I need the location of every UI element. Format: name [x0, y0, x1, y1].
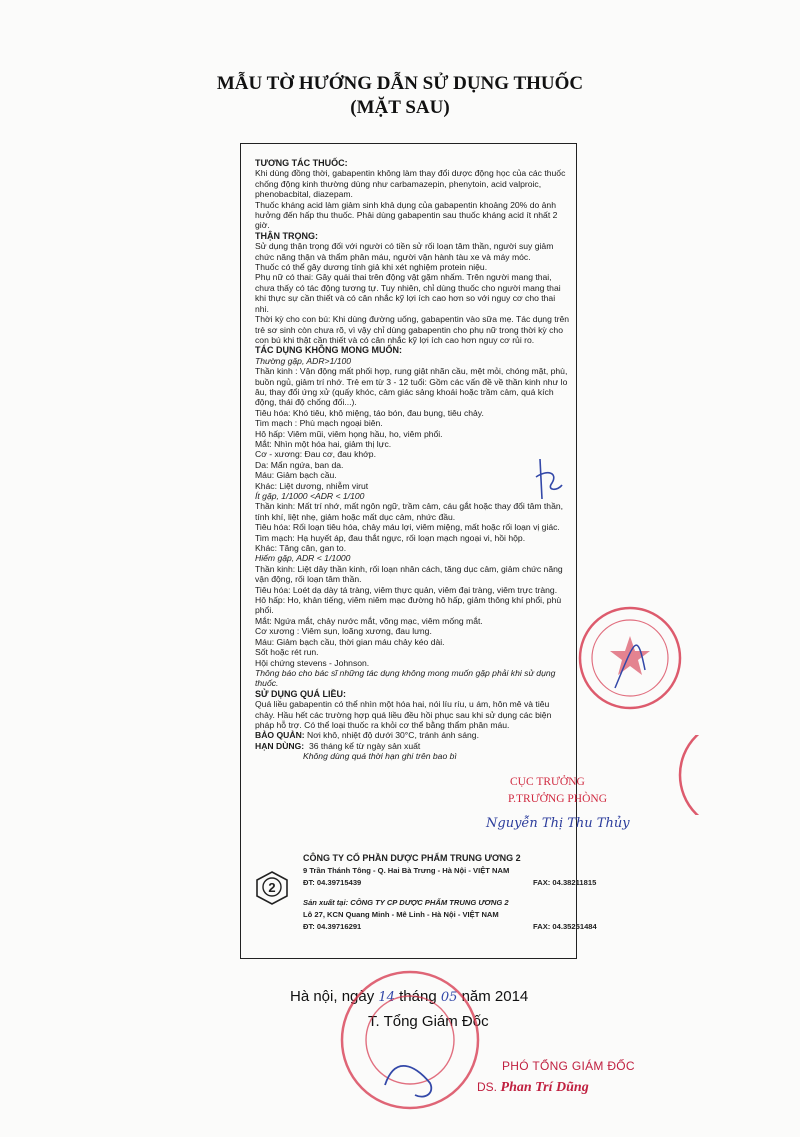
overdose-heading: SỬ DỤNG QUÁ LIỀU:	[255, 688, 346, 699]
company-name: CÔNG TY CỔ PHẦN DƯỢC PHẨM TRUNG ƯƠNG 2	[303, 853, 521, 863]
date-prefix: Hà nội, ngày	[290, 988, 375, 1005]
adr-item: Máu: Giảm bạch cầu, thời gian máu chảy kéo dài.	[255, 636, 445, 647]
company-seal	[335, 965, 485, 1115]
company-fax: FAX: 04.38211815	[533, 878, 597, 887]
adr-item: Thần kinh: Mất trí nhớ, mất ngôn ngữ, trầm cảm, cáu gắt hoặc thay đổi tâm thần, tính khí, liệt nhẹ, giảm hoặc mất dục cảm, nhức đầu.	[255, 501, 564, 522]
adr-item: Cơ - xương: Đau cơ, đau khớp.	[255, 449, 376, 460]
leaflet-panel	[240, 143, 597, 959]
factory-fax: FAX: 04.35251484	[533, 922, 597, 931]
adr-notify-note: Thông báo cho bác sĩ những tác dụng không mong muốn gặp phải khi sử dụng thuốc.	[255, 667, 556, 689]
deputy-director-name	[477, 1080, 589, 1096]
company-block	[253, 849, 597, 953]
director-title: T. Tổng Giám Đốc	[368, 1013, 489, 1030]
company-contact-row	[303, 878, 597, 889]
adr-item: Cơ xương : Viêm sụn, loãng xương, đau lưng.	[255, 626, 432, 637]
department-seal	[575, 600, 685, 720]
expiry-value: 36 tháng kể từ ngày sản xuất	[308, 740, 421, 751]
adr-item: Khác: Tăng cân, gan to.	[255, 543, 347, 554]
company-logo-icon	[255, 871, 289, 905]
department-signature: Nguyễn Thị Thu Thủy	[486, 816, 630, 831]
adr-item: Tim mạch: Hạ huyết áp, đau thắt ngực, rối loạn mạch ngoại vi, hồi hộp.	[255, 532, 526, 543]
interactions-heading: TƯƠNG TÁC THUỐC:	[255, 158, 348, 168]
adr-heading: TÁC DỤNG KHÔNG MONG MUỐN:	[255, 345, 402, 356]
date-day: 14	[378, 990, 395, 1005]
deputy-prefix: DS.	[477, 1080, 498, 1094]
storage-value: Nơi khô, nhiệt độ dưới 30°C, tránh ánh sáng.	[307, 730, 479, 741]
department-subtitle: P.TRƯỞNG PHÒNG	[508, 793, 608, 805]
interactions-paragraph: Khi dùng đồng thời, gabapentin không làm thay đổi dược động học của các thuốc chống động kinh thường dùng như carbamazepin, phenytoin, acid valproic, phenobacbital, diazepam.	[255, 168, 566, 200]
document-title: MẪU TỜ HƯỚNG DẪN SỬ DỤNG THUỐC	[216, 73, 584, 94]
caution-paragraph: Thuốc có thể gây dương tính giả khi xét nghiệm protein niệu.	[255, 262, 488, 273]
department-title: CỤC TRƯỞNG	[510, 776, 585, 788]
caution-paragraph: Phụ nữ có thai: Gây quái thai trên động vật gặm nhấm. Trên người mang thai, chưa thấy có tác động tương tự. Tuy nhiên, chỉ dùng thuốc cho người mang thai khi thực sự cần thiết và có cân nhắc kỹ lợi ích cao hơn so với nguy cơ cho thai nhi.	[255, 272, 561, 314]
adr-item: Tiêu hóa: Rối loạn tiêu hóa, chảy máu lợi, viêm miệng, mất hoặc rối loạn vị giác.	[255, 522, 560, 533]
expiry-note: Không dùng quá thời hạn ghi trên bao bì	[303, 751, 457, 762]
adr-item: Hô hấp: Ho, khản tiếng, viêm niêm mạc đường hô hấp, giảm thông khí phổi, phù phổi.	[255, 595, 562, 616]
adr-item: Tiêu hóa: Khó tiêu, khô miệng, táo bón, đau bụng, tiêu chảy.	[255, 407, 484, 418]
initial-signature	[528, 455, 568, 505]
factory-address: Lô 27, KCN Quang Minh - Mê Linh - Hà Nội - VIỆT NAM	[303, 910, 499, 919]
factory-phone: ĐT: 04.39716291	[303, 922, 362, 931]
department-seal-partial	[665, 735, 755, 815]
deputy-director-title: PHÓ TỔNG GIÁM ĐỐC	[502, 1059, 635, 1073]
company-address: 9 Trần Thánh Tông - Q. Hai Bà Trưng - Hà Nội - VIỆT NAM	[303, 866, 510, 875]
caution-paragraph: Sử dụng thận trọng đối với người có tiền sử rối loạn tâm thần, người suy giảm chức năng thận và thẩm phân máu, người vận hành tàu xe và máy móc.	[255, 241, 554, 262]
date-year: năm 2014	[461, 988, 529, 1005]
company-phone: ĐT: 04.39715439	[303, 878, 362, 887]
document-subtitle: (MẶT SAU)	[350, 97, 450, 118]
adr-item: Thần kinh : Vận động mất phối hợp, rung giật nhãn cầu, mệt mỏi, chóng mặt, phù, buồn ngủ, giảm trí nhớ. Trẻ em từ 3 - 12 tuổi: Gồm các vấn đề về thần kinh như lo âu, thay đổi ứng xử (quấy khóc, cảm giác sảng khoái hoặc trầm cảm, quá kích động, thái độ chống đối...).	[255, 366, 568, 408]
factory-contact-row	[303, 922, 597, 933]
adr-item: Sốt hoặc rét run.	[255, 647, 319, 658]
date-month: 05	[440, 990, 458, 1005]
caution-paragraph: Thời kỳ cho con bú: Khi dùng đường uống, gabapentin vào sữa mẹ. Tác dụng trên trẻ sơ sinh còn chưa rõ, vì vậy chỉ dùng gabapentin cho phụ nữ trong thời kỳ cho con bú khi thật cần thiết và có cân nhắc kỹ lợi ích cao hơn nguy cơ rủi ro.	[255, 314, 570, 345]
svg-text:2: 2	[268, 880, 276, 895]
adr-item: Khác: Liệt dương, nhiễm virut	[255, 480, 369, 491]
adr-frequency-label: Ít gặp, 1/1000 <ADR < 1/100	[255, 491, 365, 501]
leaflet-text	[255, 158, 571, 762]
date-month-word: tháng	[399, 988, 437, 1005]
deputy-name-text: Phan Trí Dũng	[500, 1080, 589, 1095]
adr-item: Hội chứng stevens - Johnson.	[255, 657, 370, 668]
adr-item: Mắt: Ngứa mắt, chảy nước mắt, võng mạc, viêm mống mắt.	[255, 615, 483, 626]
adr-item: Hô hấp: Viêm mũi, viêm họng hầu, ho, viêm phổi.	[255, 428, 443, 439]
caution-heading: THẬN TRỌNG:	[255, 230, 318, 241]
adr-item: Thần kinh: Liệt dây thần kinh, rối loạn nhân cách, tăng dục cảm, giảm chức năng vận động, rối loạn tâm thần.	[255, 563, 563, 585]
adr-item: Máu: Giảm bạch cầu.	[255, 470, 337, 481]
adr-item: Da: Mẩn ngứa, ban da.	[255, 459, 344, 470]
expiry-label: HẠN DÙNG:	[255, 740, 305, 751]
storage-label: BẢO QUẢN:	[255, 730, 305, 741]
adr-item: Tim mạch : Phù mạch ngoại biên.	[255, 418, 383, 429]
manufacturer-line: Sản xuất tại: CÔNG TY CP DƯỢC PHẨM TRUNG ƯƠNG 2	[303, 898, 509, 907]
overdose-paragraph: Quá liều gabapentin có thể nhìn một hóa hai, nói líu ríu, u ám, hôn mê và tiêu chảy. Hầu hết các trường hợp quá liều đều hồi phục sau khi sử dụng các biện pháp hỗ trợ. Có thể loại thuốc ra khỏi cơ thể bằng thẩm phân máu.	[255, 699, 552, 730]
storage-row	[255, 730, 571, 740]
expiry-row	[255, 741, 571, 751]
interactions-paragraph: Thuốc kháng acid làm giảm sinh khả dụng của gabapentin khoảng 20% do ảnh hưởng đến hấp thu thuốc. Phải dùng gabapentin sau thuốc kháng acid ít nhất 2 giờ.	[255, 199, 558, 231]
adr-frequency-label: Thường gặp, ADR>1/100	[255, 355, 352, 366]
adr-item: Mắt: Nhìn một hóa hai, giảm thị lực.	[255, 438, 392, 449]
adr-frequency-label: Hiếm gặp, ADR < 1/1000	[255, 553, 351, 564]
adr-item: Tiêu hóa: Loét dạ dày tá tràng, viêm thực quản, viêm đại tràng, viêm trực tràng.	[255, 584, 558, 595]
